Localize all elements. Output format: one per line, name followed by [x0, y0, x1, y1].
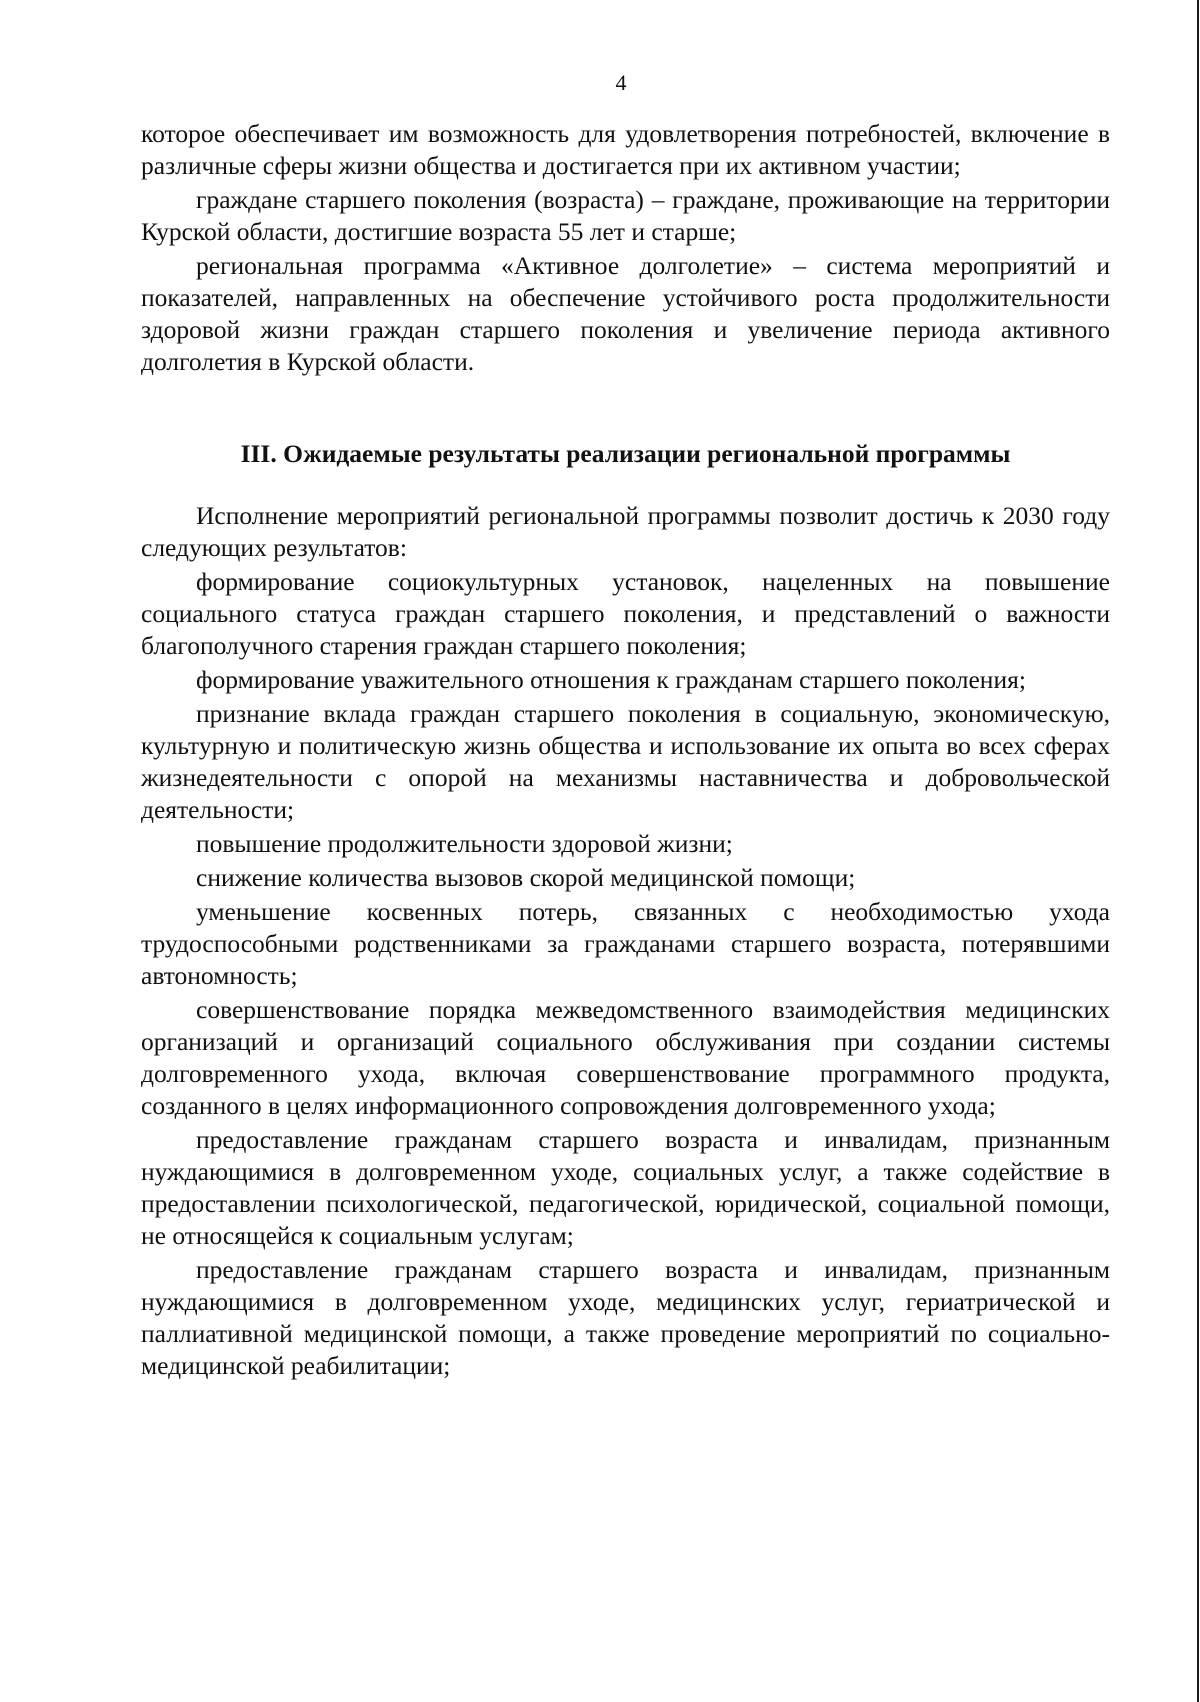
- result-item: уменьшение косвенных потерь, связанных с необходимостью ухода трудоспособными родственниками за гражданами старшего возраста, потерявшими автономность;: [141, 897, 1110, 990]
- result-item: признание вклада граждан старшего поколения в социальную, экономическую, культурную и политическую жизнь общества и использование их опыта во всех сферах жизнедеятельности с опорой на механизмы наставничества и добровольческой деятельности;: [141, 699, 1110, 824]
- result-item: предоставление гражданам старшего возраста и инвалидам, признанным нуждающимися в долговременном уходе, социальных услуг, а также содействие в предоставлении психологической, педагогической, юридической, социальной помощи, не относящейся к социальным услугам;: [141, 1125, 1110, 1250]
- result-item: совершенствование порядка межведомственного взаимодействия медицинских организаций и организаций социального обслуживания при создании системы долговременного ухода, включая совершенствование программного продукта, созданного в целях информационного сопровождения долговременного ухода;: [141, 995, 1110, 1120]
- result-item: снижение количества вызовов скорой медицинской помощи;: [196, 863, 856, 892]
- section-heading: III. Ожидаемые результаты реализации региональной программы: [240, 439, 1011, 468]
- result-item: формирование уважительного отношения к гражданам старшего поколения;: [196, 665, 1026, 694]
- result-item: повышение продолжительности здоровой жизни;: [196, 829, 733, 858]
- result-item: предоставление гражданам старшего возраста и инвалидам, признанным нуждающимися в долговременном уходе, медицинских услуг, гериатрической и паллиативной медицинской помощи, а также проведение мероприятий по социально-медицинской реабилитации;: [141, 1255, 1110, 1380]
- definition-senior-citizens: граждане старшего поколения (возраста) – граждане, проживающие на территории Курской области, достигшие возраста 55 лет и старше;: [141, 185, 1110, 246]
- definition-continuation: которое обеспечивает им возможность для удовлетворения потребностей, включение в различные сферы жизни общества и достигается при их активном участии;: [141, 119, 1110, 180]
- page-number: 4: [615, 70, 627, 95]
- section-intro: Исполнение мероприятий региональной программы позволит достичь к 2030 году следующих результатов:: [141, 501, 1110, 562]
- definition-active-longevity-program: региональная программа «Активное долголетие» – система мероприятий и показателей, направленных на обеспечение устойчивого роста продолжительности здоровой жизни граждан старшего поколения и увеличение периода активного долголетия в Курской области.: [141, 251, 1110, 376]
- scan-border: [1197, 0, 1199, 1702]
- page-content: [141, 118, 1110, 1382]
- result-item: формирование социокультурных установок, нацеленных на повышение социального статуса граждан старшего поколения, и представлений о важности благополучного старения граждан старшего поколения;: [141, 567, 1110, 660]
